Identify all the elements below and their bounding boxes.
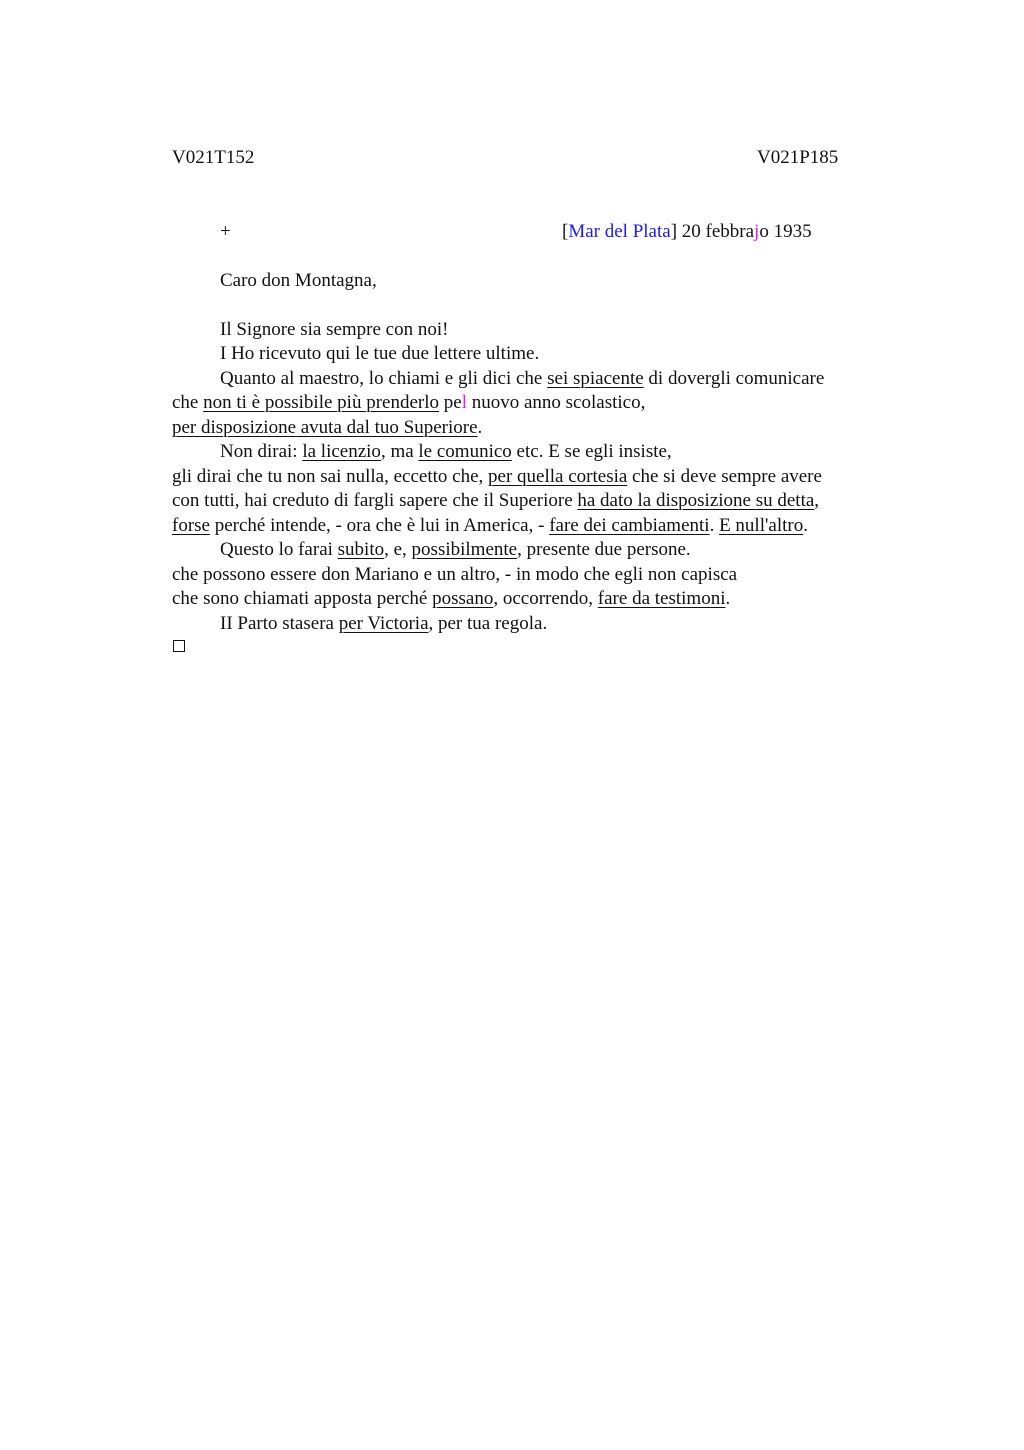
text: perché intende, - ora che è lui in America, - — [209, 515, 550, 536]
letter-line-8 — [172, 489, 819, 513]
text: gli dirai che tu non sai nulla, eccetto che, — [172, 466, 489, 487]
end-of-text-square-icon — [173, 640, 185, 652]
correction-letter: l — [461, 392, 467, 413]
underlined-text: sei spiacente — [547, 368, 644, 389]
underlined-text: per Victoria — [338, 613, 429, 634]
text: , occorrendo, — [493, 588, 598, 609]
text: Quanto al maestro, lo chiami e gli dici che — [220, 368, 548, 389]
underlined-text: possano — [432, 588, 494, 609]
letter-line-6 — [220, 440, 672, 464]
date-year: o 1935 — [759, 221, 812, 242]
place-name: Mar del Plata — [568, 221, 671, 242]
date-correction: j — [754, 221, 760, 242]
underlined-text: subito — [337, 539, 385, 560]
text: che sono chiamati apposta perché — [172, 588, 433, 609]
text: che si deve sempre avere — [627, 466, 822, 487]
underlined-text: E null'altro — [719, 515, 804, 536]
text: . — [725, 588, 731, 609]
text: , ma — [380, 441, 419, 462]
underlined-text: possibilmente — [411, 539, 518, 560]
text: Non dirai: — [220, 441, 303, 462]
text: . — [803, 515, 808, 536]
open-bracket: [ — [562, 221, 569, 242]
text: etc. E se egli insiste, — [511, 441, 672, 462]
underlined-text: fare da testimoni — [597, 588, 726, 609]
text: . — [709, 515, 720, 536]
text: di dovergli comunicare — [643, 368, 825, 389]
letter-line-1: Il Signore sia sempre con noi! — [220, 319, 449, 340]
letter-line-7 — [172, 465, 822, 489]
underlined-text: non ti è possibile più prenderlo — [203, 392, 440, 413]
text: pe — [439, 392, 462, 413]
underlined-text: la licenzio — [302, 441, 381, 462]
underlined-text: per quella cortesia — [488, 466, 628, 487]
letter-line-5 — [172, 416, 482, 440]
dateline — [562, 221, 812, 243]
text: II Parto stasera — [220, 613, 339, 634]
text: , e, — [384, 539, 412, 560]
text: con tutti, hai creduto di fargli sapere che il Superiore — [172, 490, 578, 511]
salutation: Caro don Montagna, — [220, 270, 377, 291]
letter-line-9 — [172, 514, 808, 538]
close-bracket: ] — [670, 221, 678, 242]
date-text: 20 febbra — [677, 221, 755, 242]
text: , per tua regola. — [428, 613, 548, 634]
text: , presente due persone. — [517, 539, 691, 560]
underlined-text: forse — [172, 515, 210, 536]
underlined-text: ha dato la disposizione su detta — [577, 490, 815, 511]
text: nuovo anno scolastico, — [466, 392, 646, 413]
letter-line-4 — [172, 391, 645, 415]
letter-line-2: I Ho ricevuto qui le tue due lettere ultime. — [220, 343, 540, 364]
letter-line-10 — [220, 538, 691, 562]
letter-line-13 — [220, 612, 547, 636]
underlined-text: per disposizione avuta dal tuo Superiore — [172, 417, 478, 438]
letter-line-11: che possono essere don Mariano e un altro, - in modo che egli non capisca — [172, 564, 738, 585]
underlined-text: fare dei cambiamenti — [549, 515, 710, 536]
text: , — [814, 490, 820, 511]
letter-line-12 — [172, 587, 730, 611]
text: che — [172, 392, 204, 413]
letter-line-3 — [220, 367, 824, 391]
text: Questo lo farai — [220, 539, 338, 560]
document-code-left: V021T152 — [172, 147, 255, 168]
cross-mark: + — [220, 221, 231, 242]
underlined-text: le comunico — [418, 441, 512, 462]
text: . — [477, 417, 483, 438]
document-code-right: V021P185 — [757, 147, 839, 168]
